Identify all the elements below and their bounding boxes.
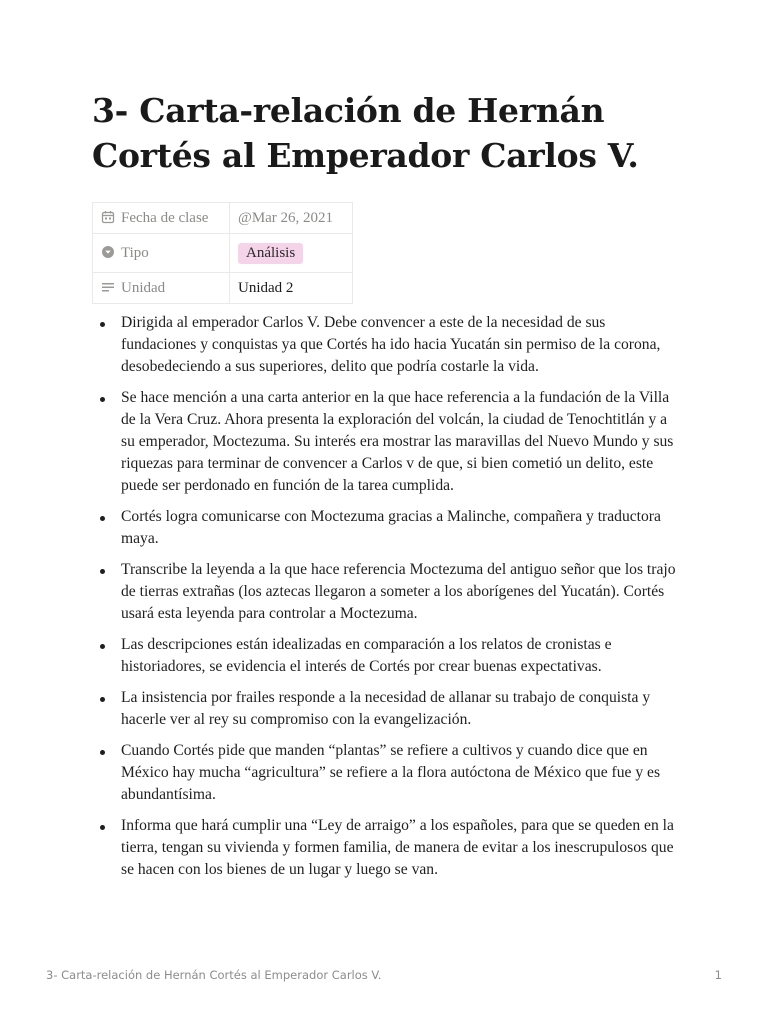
type-tag[interactable]: Análisis <box>238 243 303 264</box>
property-value-date[interactable]: @Mar 26, 2021 <box>230 203 353 234</box>
property-row-date <box>93 203 353 234</box>
list-item <box>100 740 680 806</box>
list-item <box>100 506 680 550</box>
properties-table <box>92 202 353 304</box>
list-item-text: Informa que hará cumplir una “Ley de arraigo” a los españoles, para que se queden en la tierra, tengan su vivienda y formen familia, de manera de evitar a los inescrupulosos que se hacen con los bienes de un lugar y luego se van. <box>121 817 674 878</box>
bullet-dot <box>100 825 105 830</box>
property-label: Fecha de clase <box>121 209 209 226</box>
property-value-type[interactable] <box>230 234 353 273</box>
text-lines-icon <box>101 280 115 294</box>
page-title: 3- Carta-relación de Hernán Cortés al Emperador Carlos V. <box>92 91 639 175</box>
list-item <box>100 387 680 497</box>
list-item-text: Cuando Cortés pide que manden “plantas” se refiere a cultivos y cuando dice que en México hay mucha “agricultura” se refiere a la flora autóctona de México que fue y es abundantísima. <box>121 742 661 803</box>
bullet-dot <box>100 322 105 327</box>
property-value-unit[interactable]: Unidad 2 <box>230 273 353 304</box>
bullet-dot <box>100 569 105 574</box>
list-item-text: Se hace mención a una carta anterior en la que hace referencia a la fundación de la Villa de la Vera Cruz. Ahora presenta la exploración del volcán, la ciudad de Tenochtitlán y a su emperador, Moctezuma. Su interés era mostrar las maravillas del Nuevo Mundo y sus riquezas para terminar de convencer a Carlos v de que, si bien cometió un delito, este puede ser perdonado en función de la tarea cumplida. <box>121 389 674 494</box>
list-item <box>100 815 680 881</box>
list-item-text: La insistencia por frailes responde a la necesidad de allanar su trabajo de conquista y hacerle ver al rey su compromiso con la evangelización. <box>121 689 651 728</box>
property-row-unit <box>93 273 353 304</box>
list-item-text: Cortés logra comunicarse con Moctezuma gracias a Malinche, compañera y traductora maya. <box>121 508 661 547</box>
list-item <box>100 559 680 625</box>
property-name-cell <box>93 273 230 304</box>
list-item <box>100 634 680 678</box>
list-item-text: Dirigida al emperador Carlos V. Debe convencer a este de la necesidad de sus fundaciones y conquistas ya que Cortés ha ido hacia Yucatán sin permiso de la corona, desobedeciendo a sus superiores, delito que podría costarle la vida. <box>121 314 661 375</box>
property-row-type <box>93 234 353 273</box>
bullet-dot <box>100 644 105 649</box>
list-item-text: Transcribe la leyenda a la que hace referencia Moctezuma del antiguo señor que los trajo de tierras extrañas (los aztecas llegaron a someter a los aborígenes del Yucatán). Cortés usará esta leyenda para controlar a Moctezuma. <box>121 561 676 622</box>
bullet-dot <box>100 516 105 521</box>
footer-title: 3- Carta-relación de Hernán Cortés al Emperador Carlos V. <box>46 968 382 982</box>
property-name-cell <box>93 203 230 234</box>
page-number: 1 <box>714 968 722 982</box>
bullet-dot <box>100 397 105 402</box>
bullet-dot <box>100 697 105 702</box>
page-footer <box>46 968 722 982</box>
list-item <box>100 312 680 378</box>
calendar-icon <box>101 210 115 224</box>
property-name-cell <box>93 234 230 273</box>
bullet-dot <box>100 750 105 755</box>
property-label: Unidad <box>121 279 166 296</box>
select-icon <box>101 245 115 259</box>
bullet-list <box>100 312 680 890</box>
list-item <box>100 687 680 731</box>
property-label: Tipo <box>121 244 149 261</box>
list-item-text: Las descripciones están idealizadas en comparación a los relatos de cronistas e historiadores, se evidencia el interés de Cortés por crear buenas expectativas. <box>121 636 612 675</box>
